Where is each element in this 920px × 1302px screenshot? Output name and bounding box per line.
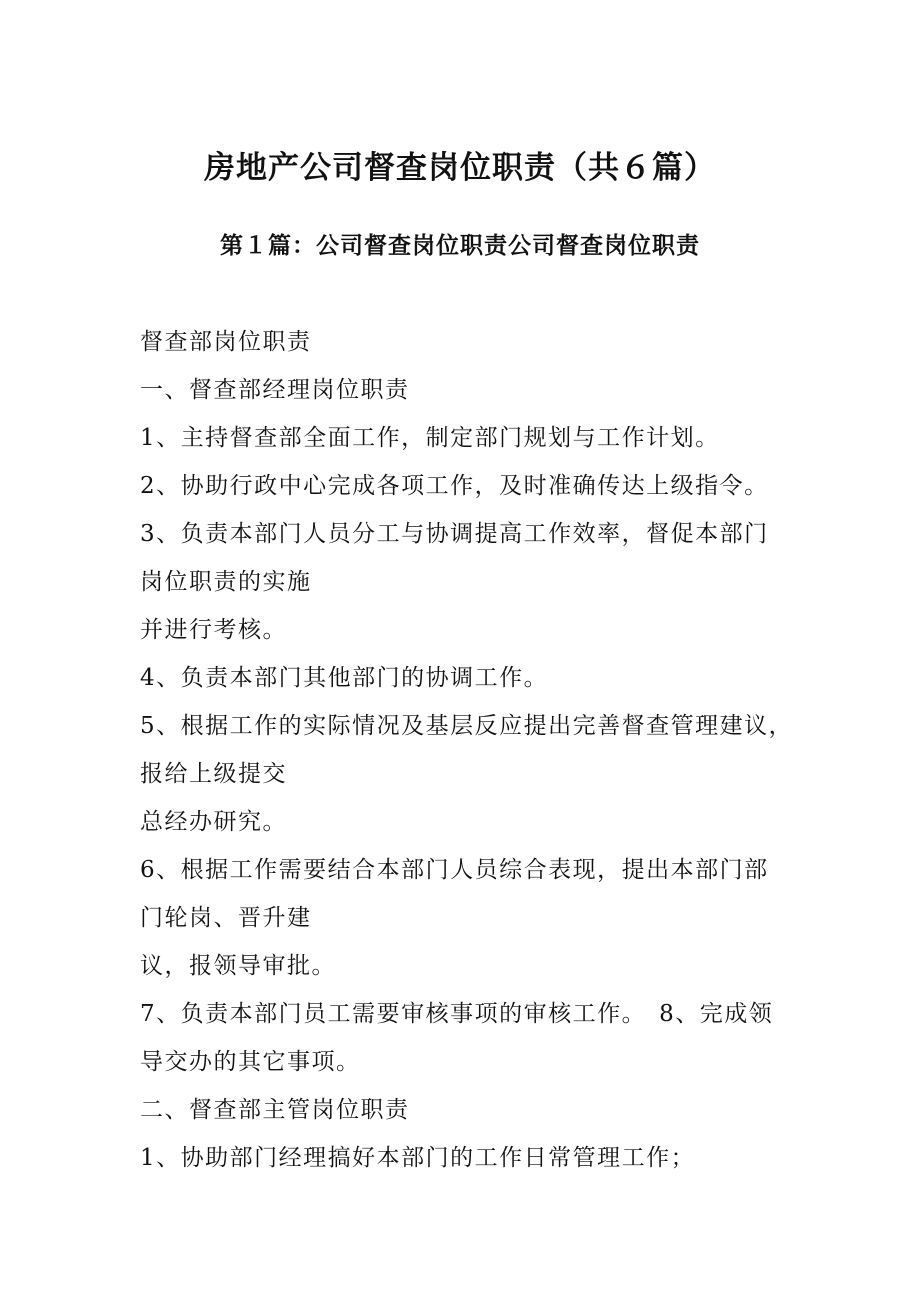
document-body	[140, 322, 800, 1186]
text-line: 4、负责本部门其他部门的协调工作。	[140, 665, 549, 691]
text-line: 一、督查部经理岗位职责	[140, 377, 410, 403]
text-line: 并进行考核。	[140, 617, 287, 643]
text-line: 岗位职责的实施	[140, 569, 312, 595]
text-line: 报给上级提交	[140, 761, 287, 787]
text-line: 5、根据工作的实际情况及基层反应提出完善督查管理建议，	[140, 713, 794, 739]
text-line: 二、督查部主管岗位职责	[140, 1097, 410, 1123]
text-line: 3、负责本部门人员分工与协调提高工作效率，督促本部门	[140, 521, 769, 547]
text-line: 1、主持督查部全面工作，制定部门规划与工作计划。	[140, 425, 720, 451]
text-line: 6、根据工作需要结合本部门人员综合表现，提出本部门部	[140, 857, 769, 883]
text-line: 议，报领导审批。	[140, 953, 336, 979]
text-line: 总经办研究。	[140, 809, 287, 835]
document-subtitle: 第１篇：公司督查岗位职责公司督查岗位职责	[220, 232, 700, 259]
text-line: 7、负责本部门员工需要审核事项的审核工作。 8、完成领	[140, 1001, 774, 1027]
text-line: 1、协助部门经理搞好本部门的工作日常管理工作；	[140, 1145, 696, 1171]
text-line: 导交办的其它事项。	[140, 1049, 361, 1075]
document-title: 房地产公司督查岗位职责（共６篇）	[204, 150, 716, 186]
text-line: 门轮岗、晋升建	[140, 905, 312, 931]
text-line: 2、协助行政中心完成各项工作，及时准确传达上级指令。	[140, 473, 769, 499]
text-line: 督查部岗位职责	[140, 329, 312, 355]
